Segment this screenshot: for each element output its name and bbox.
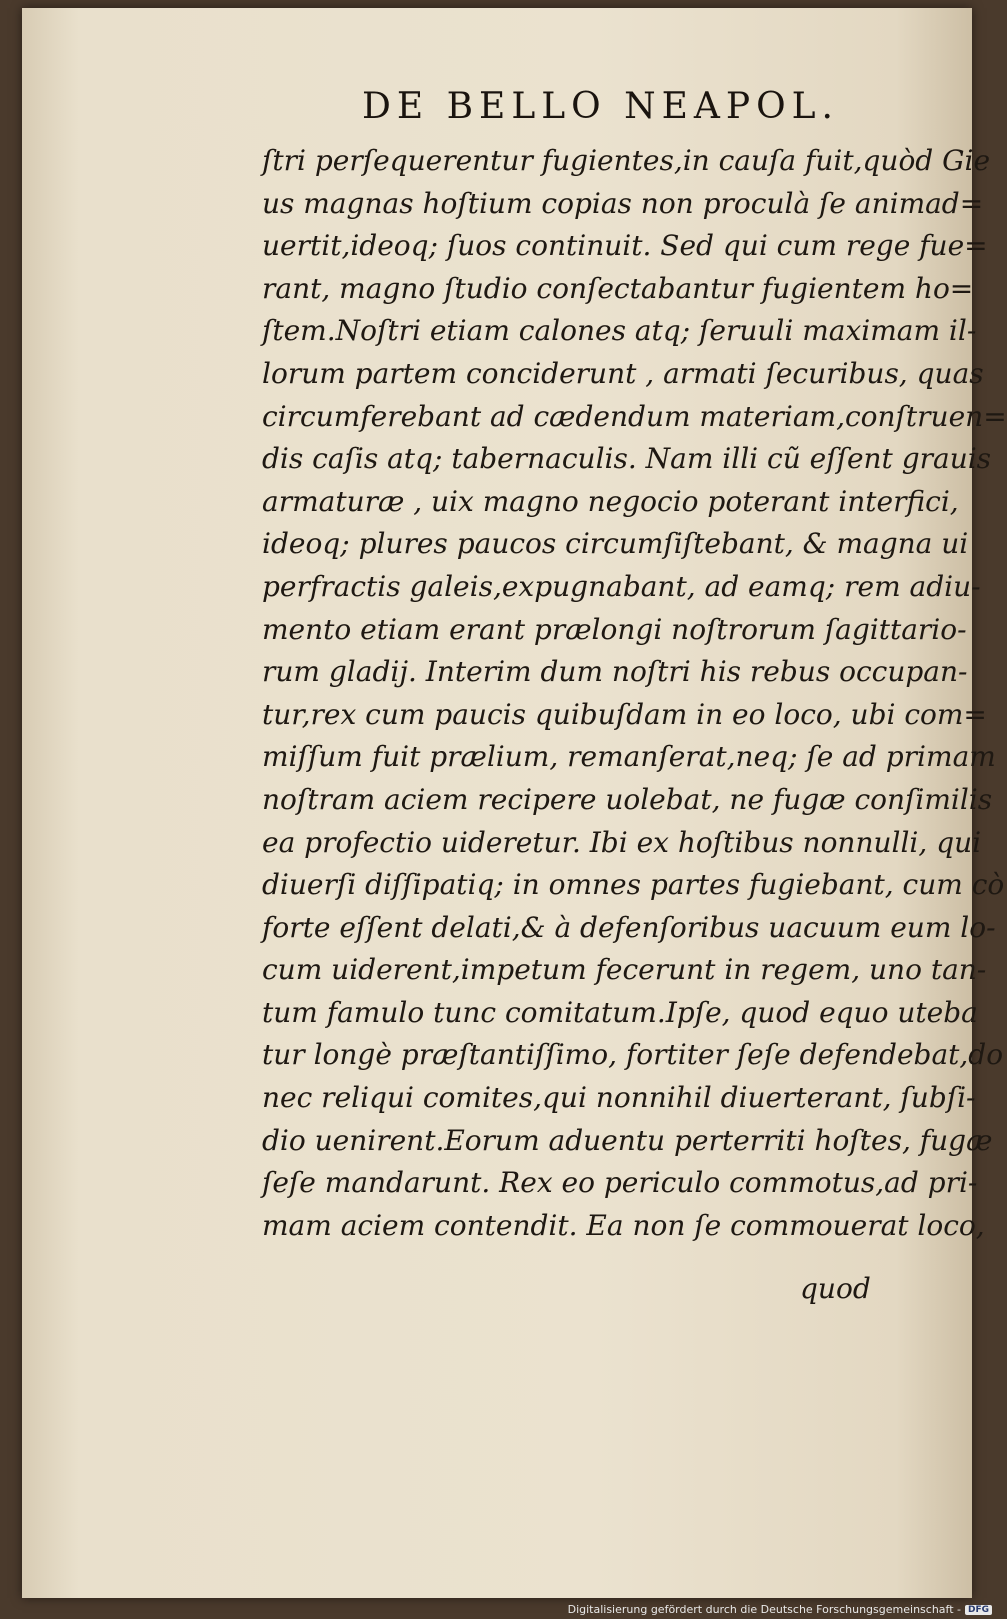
text-line: dio uenirent.Eorum aduentu perterriti hoſtes, fugæ bbox=[262, 1123, 993, 1157]
text-line: dis caſis atq; tabernaculis. Nam illi cũ eſſent grauis bbox=[262, 442, 992, 476]
text-line: forte eſſent delati,& à defenſoribus uacuum eum lo- bbox=[262, 910, 996, 944]
digitization-credit bbox=[568, 1603, 992, 1616]
text-line: tum famulo tunc comitatum.Ipſe, quod equo uteba bbox=[262, 995, 978, 1029]
running-header: DE BELLO NEAPOL. bbox=[362, 86, 839, 127]
text-line: ideoq; plures paucos circumſiſtebant, & magna ui bbox=[262, 527, 969, 561]
catchword: quod bbox=[800, 1272, 871, 1305]
credit-text: Digitalisierung gefördert durch die Deutsche Forschungsgemeinschaft - bbox=[567, 1603, 961, 1616]
text-line: ſtem.Noſtri etiam calones atq; ſeruuli maximam il- bbox=[262, 314, 977, 348]
text-line: perfractis galeis,expugnabant, ad eamq; rem adiu- bbox=[262, 569, 981, 603]
text-line: lorum partem conciderunt , armati ſecuribus, quas bbox=[262, 356, 984, 390]
text-line: tur longè præſtantiſſimo, fortiter ſeſe defendebat,do bbox=[262, 1038, 1004, 1072]
text-line: uertit,ideoq; ſuos continuit. Sed qui cum rege fue= bbox=[262, 229, 988, 263]
text-line: cum uiderent,impetum fecerunt in regem, uno tan- bbox=[262, 953, 987, 987]
book-page bbox=[22, 8, 1007, 1598]
dfg-logo: DFG bbox=[965, 1605, 992, 1615]
text-line: mento etiam erant prælongi noſtrorum ſagittario- bbox=[262, 612, 967, 646]
text-line: us magnas hoſtium copias non proculà ſe animad= bbox=[262, 186, 984, 220]
text-line: armaturæ , uix magno negocio poterant interfici, bbox=[262, 484, 959, 518]
text-line: rant, magno ſtudio conſectabantur fugientem ho= bbox=[262, 271, 974, 305]
text-line: rum gladij. Interim dum noſtri his rebus occupan- bbox=[262, 655, 968, 689]
body-text bbox=[262, 140, 1007, 1247]
text-line: tur,rex cum paucis quibuſdam in eo loco, ubi com= bbox=[262, 697, 987, 731]
text-line: mam aciem contendit. Ea non ſe commouerat loco, bbox=[262, 1208, 985, 1242]
text-line: ea profectio uideretur. Ibi ex hoſtibus nonnulli, qui bbox=[262, 825, 982, 859]
text-line: noſtram aciem recipere uolebat, ne fugæ conſimilis bbox=[262, 782, 993, 816]
text-line: ſtri perſequerentur fugientes,in cauſa fuit,quòd Gie bbox=[262, 144, 991, 177]
text-line: circumferebant ad cædendum materiam,conſtruen= bbox=[262, 399, 1007, 433]
text-line: diuerſi diſſipatiq; in omnes partes fugiebant, cum cò bbox=[262, 868, 1005, 902]
text-line: nec reliqui comites,qui nonnihil diuerterant, ſubſi- bbox=[262, 1081, 976, 1115]
text-line: ſeſe mandarunt. Rex eo periculo commotus,ad pri- bbox=[262, 1166, 978, 1200]
text-line: miſſum fuit prælium, remanſerat,neq; ſe ad primam bbox=[262, 740, 996, 774]
